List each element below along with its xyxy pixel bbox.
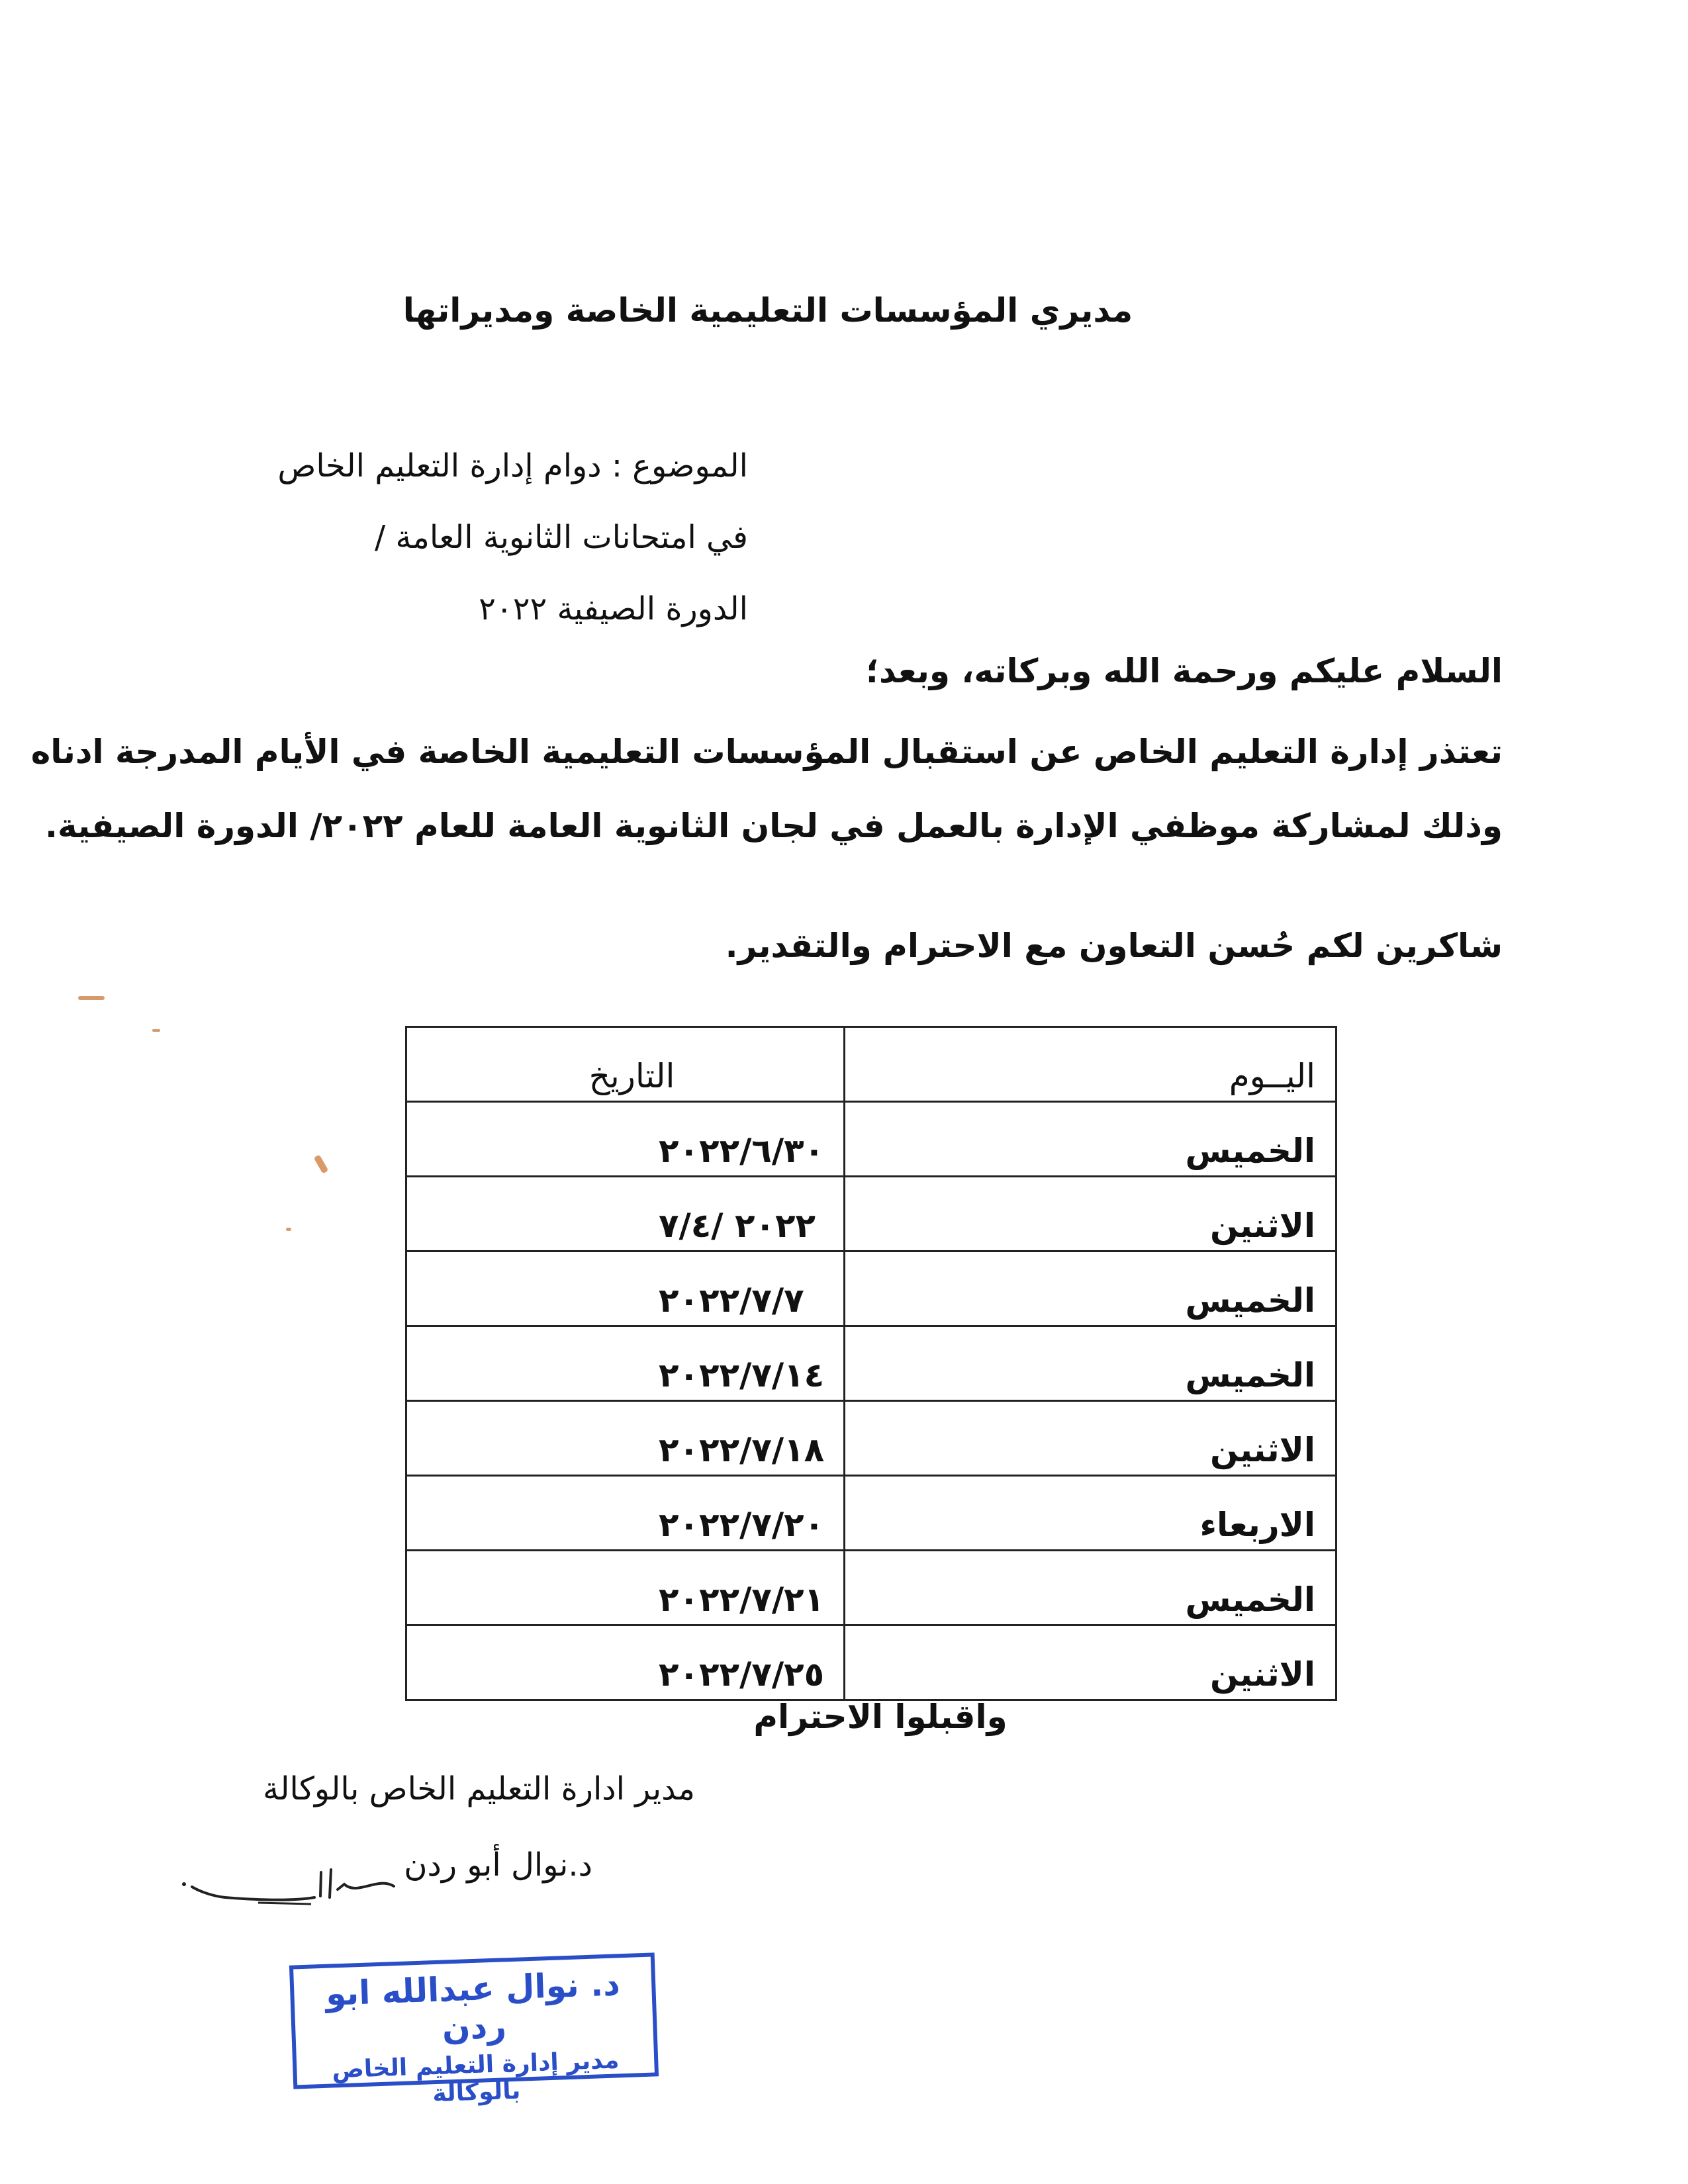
- header-day: اليــوم: [845, 1027, 1336, 1102]
- table-row: [406, 1476, 1336, 1551]
- handwritten-signature: [179, 1850, 404, 1909]
- table-row: [406, 1102, 1336, 1177]
- row-day: الخميس: [845, 1251, 1336, 1326]
- table-row: [406, 1177, 1336, 1251]
- row-date: ٢٠٢٢/٧/٢٠: [406, 1476, 845, 1551]
- stamp-title: مدير إدارة التعليم الخاص بالوكالة: [331, 2046, 620, 2108]
- signer-title: مدير ادارة التعليم الخاص بالوكالة: [263, 1770, 695, 1807]
- scan-speck: [314, 1154, 329, 1173]
- row-day: الاربعاء: [845, 1476, 1336, 1551]
- scan-speck: [78, 996, 105, 1000]
- closing-line: واقبلوا الاحترام: [753, 1698, 1008, 1736]
- table-row: [406, 1326, 1336, 1401]
- body-line-2: وذلك لمشاركة موظفي الإدارة بالعمل في لجان الثانوية العامة للعام ٢٠٢٢/ الدورة الصيفية.: [45, 807, 1503, 845]
- row-date: ٢٠٢٢/٧/١٤: [406, 1326, 845, 1401]
- stamp-name: د. نوال عبدالله ابو ردن: [324, 1964, 621, 2048]
- table-row: [406, 1625, 1336, 1700]
- row-day: الاثنين: [845, 1625, 1336, 1700]
- subject-block: [277, 430, 748, 645]
- row-day: الخميس: [845, 1102, 1336, 1177]
- header-date: التاريخ: [406, 1027, 845, 1102]
- table-row: [406, 1401, 1336, 1476]
- official-stamp: [289, 1952, 659, 2108]
- row-date: ٢٠٢٢/٧/٧: [406, 1251, 845, 1326]
- body-paragraph: [30, 715, 1503, 863]
- dates-table: [405, 1026, 1337, 1701]
- row-date: ٢٠٢٢/٧/٢١: [406, 1551, 845, 1625]
- signer-name: د.نوال أبو ردن: [404, 1846, 592, 1884]
- row-day: الخميس: [845, 1551, 1336, 1625]
- row-day: الخميس: [845, 1326, 1336, 1401]
- row-day: الاثنين: [845, 1177, 1336, 1251]
- subject-line-1: الموضوع : دوام إدارة التعليم الخاص: [277, 447, 748, 484]
- table-row: [406, 1551, 1336, 1625]
- subject-line-2: في امتحانات الثانوية العامة /: [375, 519, 748, 556]
- thanks-line: شاكرين لكم حُسن التعاون مع الاحترام والتقدير.: [725, 927, 1503, 965]
- row-date: ٢٠٢٢ /٧/٤: [406, 1177, 845, 1251]
- table-row: [406, 1251, 1336, 1326]
- scan-speck: [152, 1029, 160, 1032]
- table-header-row: [406, 1027, 1336, 1102]
- row-date: ٢٠٢٢/٧/٢٥: [406, 1625, 845, 1700]
- row-date: ٢٠٢٢/٧/١٨: [406, 1401, 845, 1476]
- body-line-1: تعتذر إدارة التعليم الخاص عن استقبال المؤسسات التعليمية الخاصة في الأيام المدرجة ادناه: [30, 733, 1503, 771]
- row-date: ٢٠٢٢/٦/٣٠: [406, 1102, 845, 1177]
- addressee-heading: مديري المؤسسات التعليمية الخاصة ومديراتها: [402, 291, 1133, 330]
- row-day: الاثنين: [845, 1401, 1336, 1476]
- subject-line-3: الدورة الصيفية ٢٠٢٢: [479, 590, 748, 627]
- scan-speck: [286, 1228, 291, 1231]
- greeting: السلام عليكم ورحمة الله وبركاته، وبعد؛: [866, 652, 1503, 690]
